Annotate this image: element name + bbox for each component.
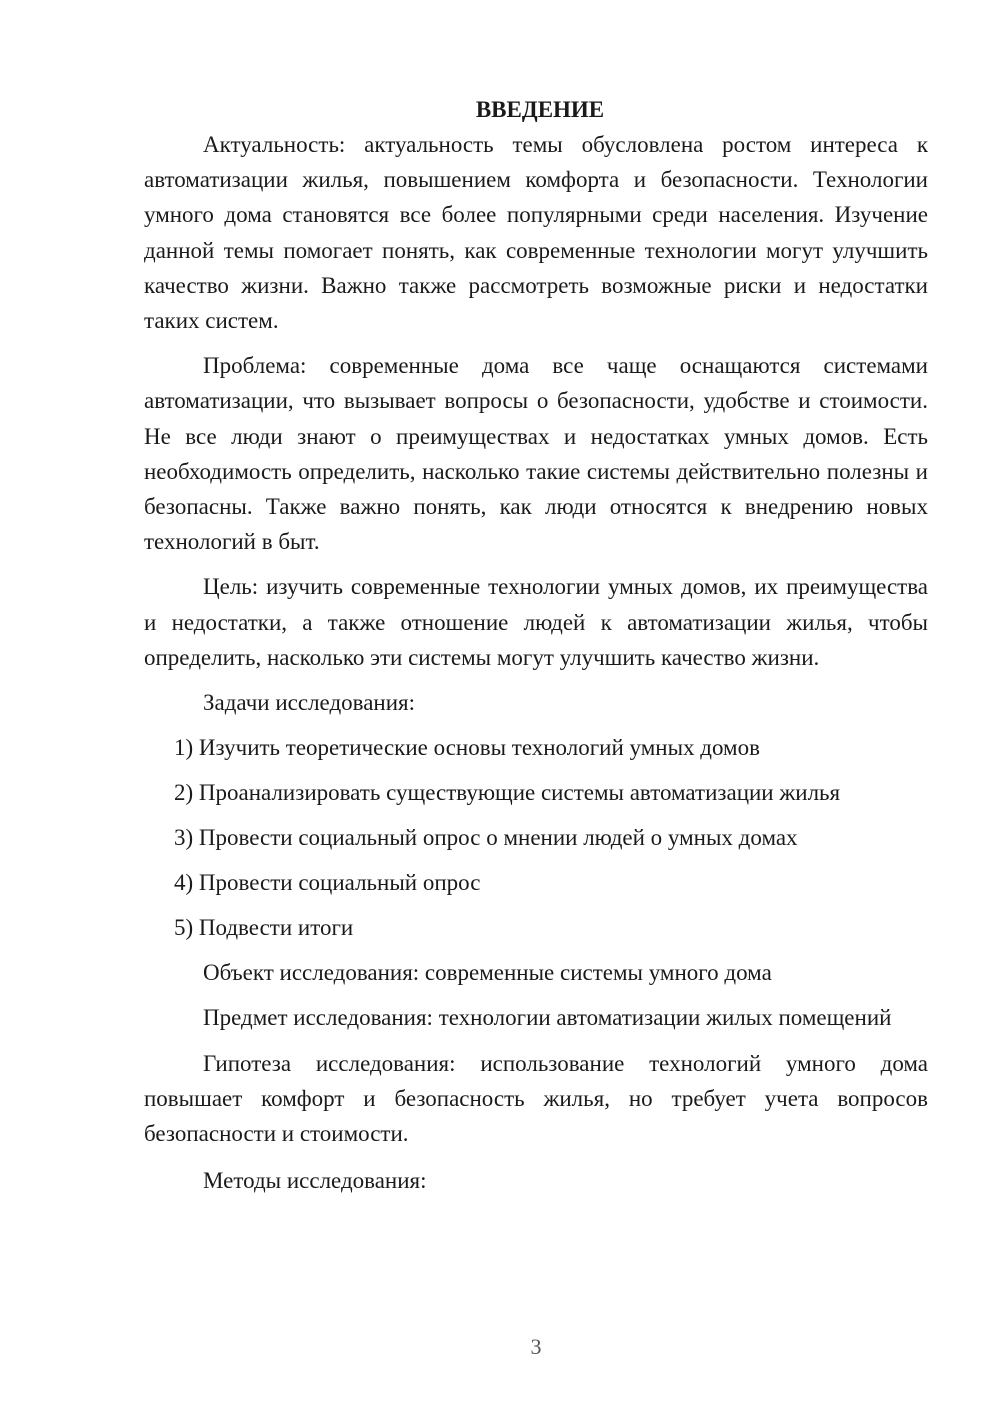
- task-item: 5) Подвести итоги: [174, 915, 354, 941]
- hypothesis-paragraph: Гипотеза исследования: использование технологий умного дома повышает комфорт и безопасность жилья, но требует учета вопросов безопасности и стоимости.: [144, 1050, 928, 1147]
- task-item: 2) Проанализировать существующие системы автоматизации жилья: [174, 780, 841, 806]
- object-paragraph: Объект исследования: современные системы умного дома: [203, 960, 772, 986]
- task-item: 4) Провести социальный опрос: [174, 870, 481, 896]
- methods-heading: Методы исследования:: [203, 1168, 427, 1194]
- page-number: 3: [530, 1334, 542, 1359]
- page-content: [144, 92, 928, 1198]
- relevance-paragraph: Актуальность: актуальность темы обусловлена ростом интереса к автоматизации жилья, повышением комфорта и безопасности. Технологии умного дома становятся все более популярными среди населения. Изучение данной темы помогает понять, как современные технологии могут улучшить качество жизни. Важно также рассмотреть возможные риски и недостатки таких систем.: [144, 132, 928, 334]
- subject-paragraph: Предмет исследования: технологии автоматизации жилых помещений: [203, 1005, 892, 1031]
- task-item: 3) Провести социальный опрос о мнении людей о умных домах: [174, 825, 798, 851]
- page-title: ВВЕДЕНИЕ: [475, 97, 605, 122]
- task-item: 1) Изучить теоретические основы технологий умных домов: [174, 735, 760, 761]
- problem-paragraph: Проблема: современные дома все чаще оснащаются системами автоматизации, что вызывает вопросы о безопасности, удобстве и стоимости. Не все люди знают о преимуществах и недостатках умных домов. Есть необходимость определить, насколько такие системы действительно полезны и безопасны. Также важно понять, как люди относятся к внедрению новых технологий в быт.: [144, 353, 928, 555]
- goal-paragraph: Цель: изучить современные технологии умных домов, их преимущества и недостатки, а также отношение людей к автоматизации жилья, чтобы определить, насколько эти системы могут улучшить качество жизни.: [144, 574, 928, 670]
- tasks-heading: Задачи исследования:: [203, 690, 416, 716]
